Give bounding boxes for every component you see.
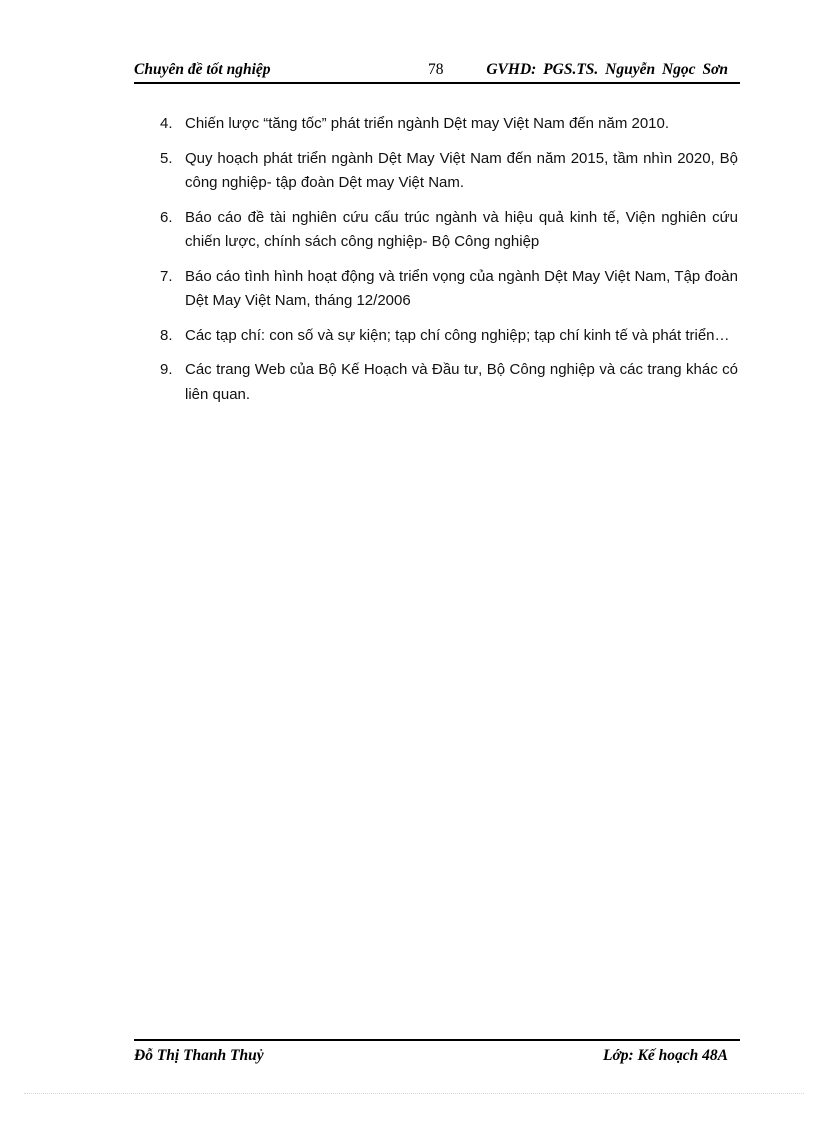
reference-text: Báo cáo tình hình hoạt động và triển vọng của ngành Dệt May Việt Nam, Tập đoàn Dệt May Việt Nam, tháng 12/2006 <box>185 267 738 309</box>
reference-number: 8. <box>160 326 173 344</box>
reference-item <box>160 206 738 255</box>
header-document-title: Chuyên đề tốt nghiệp <box>134 61 271 78</box>
reference-text: Các tạp chí: con số và sự kiện; tạp chí công nghiệp; tạp chí kinh tế và phát triển… <box>185 326 730 344</box>
reference-text: Báo cáo đề tài nghiên cứu cấu trúc ngành và hiệu quả kinh tế, Viện nghiên cứu chiến lược, chính sách công nghiệp- Bộ Công nghiệp <box>185 208 738 250</box>
page-number: 78 <box>428 61 444 78</box>
header-supervisor: GVHD: PGS.TS. Nguyễn Ngọc Sơn <box>486 61 728 78</box>
reference-number: 6. <box>160 208 173 226</box>
reference-number: 9. <box>160 361 173 378</box>
reference-text: Chiến lược “tăng tốc” phát triển ngành Dệt may Việt Nam đến năm 2010. <box>185 115 670 132</box>
reference-number: 7. <box>160 267 173 285</box>
reference-item <box>160 112 738 137</box>
page-header <box>134 58 740 84</box>
reference-item <box>160 358 738 407</box>
reference-item <box>160 265 738 314</box>
reference-number: 5. <box>160 149 173 167</box>
page-bottom-border <box>24 1093 804 1094</box>
reference-text: Quy hoạch phát triển ngành Dệt May Việt Nam đến năm 2015, tầm nhìn 2020, Bộ công nghiệp- tập đoàn Dệt may Việt Nam. <box>185 149 738 191</box>
reference-text: Các trang Web của Bộ Kế Hoạch và Đầu tư, Bộ Công nghiệp và các trang khác có liên quan. <box>185 361 738 403</box>
reference-number: 4. <box>160 115 173 132</box>
page-footer <box>134 1039 740 1064</box>
reference-item <box>160 147 738 196</box>
footer-author: Đỗ Thị Thanh Thuỷ <box>134 1047 264 1064</box>
footer-class: Lớp: Kế hoạch 48A <box>603 1047 728 1064</box>
reference-list <box>160 112 738 417</box>
reference-item <box>160 324 738 349</box>
